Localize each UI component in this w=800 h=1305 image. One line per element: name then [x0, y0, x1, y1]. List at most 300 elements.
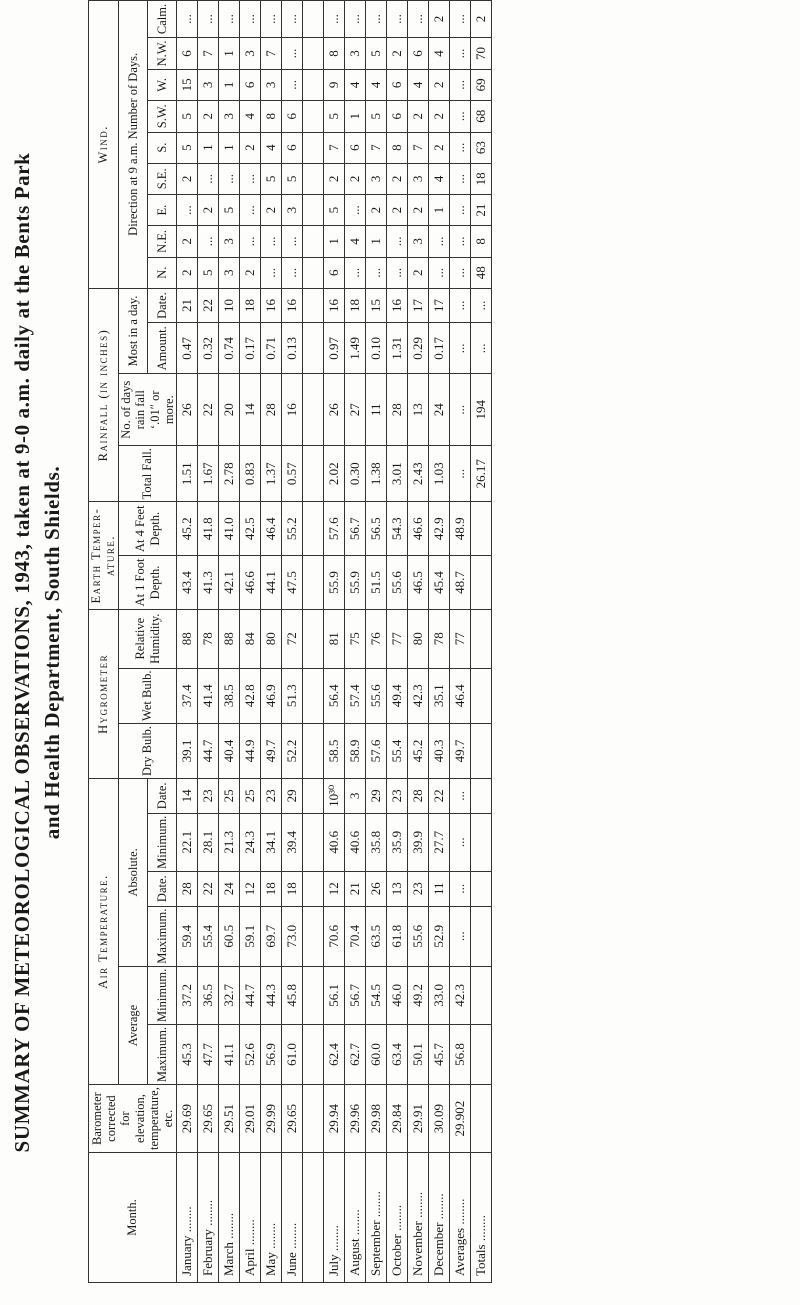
table-cell: 14	[177, 778, 198, 813]
table-cell: 70	[471, 38, 492, 70]
table-cell: 2.43	[408, 446, 429, 502]
header-rain-date: Date.	[148, 288, 177, 323]
table-cell: ...	[450, 1, 471, 38]
table-cell	[471, 906, 492, 966]
table-cell	[471, 1024, 492, 1084]
table-cell: 3	[282, 195, 303, 226]
table-cell: ...	[450, 163, 471, 195]
table-cell: 6	[387, 69, 408, 100]
table-cell: 26	[324, 374, 345, 446]
table-row	[387, 1, 408, 1283]
table-cell: 5	[282, 163, 303, 195]
table-cell: 35.9	[387, 813, 408, 871]
table-cell: ...	[198, 226, 219, 258]
table-cell: 7	[408, 132, 429, 163]
table-cell: 0.17	[240, 323, 261, 374]
table-cell: 3	[345, 778, 366, 813]
table-cell: 10	[219, 288, 240, 323]
row-label: April ........	[240, 1152, 261, 1282]
table-cell: ...	[240, 163, 261, 195]
table-cell: 47.5	[282, 556, 303, 610]
table-row	[282, 1, 303, 1283]
table-cell: 2	[408, 195, 429, 226]
table-cell: 5	[366, 38, 387, 70]
table-cell: 44.9	[240, 723, 261, 778]
table-cell: 46.4	[261, 502, 282, 556]
table-cell: 29	[366, 778, 387, 813]
table-cell: ...	[345, 257, 366, 288]
header-abs-min-date: Date.	[148, 778, 177, 813]
table-cell: 28	[387, 374, 408, 446]
table-cell: ...	[450, 132, 471, 163]
table-cell	[303, 609, 324, 668]
table-cell: 80	[261, 609, 282, 668]
table-cell: 57.6	[366, 723, 387, 778]
table-cell	[471, 813, 492, 871]
table-cell: ...	[282, 1, 303, 38]
table-cell: ...	[366, 257, 387, 288]
table-cell: 3	[219, 226, 240, 258]
table-cell: 42.9	[429, 502, 450, 556]
table-cell: 2	[177, 257, 198, 288]
table-cell	[303, 906, 324, 966]
table-cell: 0.47	[177, 323, 198, 374]
table-row	[345, 1, 366, 1283]
header-avg-maximum: Maximum.	[148, 1024, 177, 1084]
table-cell: 24	[219, 871, 240, 906]
table-cell: 9	[324, 69, 345, 100]
table-cell: 7	[366, 132, 387, 163]
table-cell: 45.8	[282, 966, 303, 1024]
table-cell: 81	[324, 609, 345, 668]
table-cell: 24	[429, 374, 450, 446]
table-cell: ...	[219, 163, 240, 195]
table-cell: 2	[240, 257, 261, 288]
table-cell: 41.8	[198, 502, 219, 556]
row-label: August ........	[345, 1152, 366, 1282]
table-cell: 28	[408, 778, 429, 813]
table-cell: 2	[366, 195, 387, 226]
table-cell: 29.99	[261, 1085, 282, 1153]
table-cell: 46.4	[450, 668, 471, 723]
table-cell: 55.9	[324, 556, 345, 610]
table-cell: 1	[345, 100, 366, 132]
table-cell: 49.7	[261, 723, 282, 778]
table-cell: 2	[198, 195, 219, 226]
table-cell: ...	[387, 1, 408, 38]
header-wind-e: E.	[148, 195, 177, 226]
table-row	[219, 1, 240, 1283]
table-cell	[303, 163, 324, 195]
table-cell: 1	[198, 132, 219, 163]
table-cell: 2	[198, 100, 219, 132]
table-row	[198, 1, 219, 1283]
header-total-fall: Total Fall.	[118, 446, 177, 502]
table-cell	[303, 446, 324, 502]
spacer-row	[303, 1, 324, 1283]
table-cell	[303, 226, 324, 258]
table-cell: ...	[450, 100, 471, 132]
header-wet-bulb: Wet Bulb.	[118, 668, 177, 723]
table-cell: 29.01	[240, 1085, 261, 1153]
table-cell: 0.13	[282, 323, 303, 374]
table-cell: 2	[324, 163, 345, 195]
table-cell: 3	[240, 38, 261, 70]
table-cell	[471, 668, 492, 723]
table-cell: 5	[177, 132, 198, 163]
table-cell: 28	[261, 374, 282, 446]
table-cell: 52.6	[240, 1024, 261, 1084]
table-cell: 78	[198, 609, 219, 668]
table-cell: 77	[387, 609, 408, 668]
table-cell: 0.71	[261, 323, 282, 374]
table-cell: 18	[261, 871, 282, 906]
table-cell: 16	[282, 374, 303, 446]
table-cell: 6	[177, 38, 198, 70]
table-cell: 5	[324, 100, 345, 132]
table-cell: 2	[387, 38, 408, 70]
table-cell: 12	[324, 871, 345, 906]
table-cell: 2	[429, 132, 450, 163]
table-cell: ...	[177, 1, 198, 38]
table-cell: 16	[324, 288, 345, 323]
table-cell: 6	[324, 257, 345, 288]
table-row	[240, 1, 261, 1283]
table-cell: 46.9	[261, 668, 282, 723]
table-cell: 5	[261, 163, 282, 195]
table-cell: ...	[429, 257, 450, 288]
table-cell: 56.5	[366, 502, 387, 556]
table-cell: 16	[261, 288, 282, 323]
header-wind-direction: Direction at 9 a.m. Number of Days.	[118, 1, 147, 289]
table-cell: ...	[282, 38, 303, 70]
row-label	[303, 1152, 324, 1282]
table-cell: 29.65	[198, 1085, 219, 1153]
table-cell: 36.5	[198, 966, 219, 1024]
table-cell: 15	[177, 69, 198, 100]
table-cell: 35.1	[429, 668, 450, 723]
table-cell: 69.7	[261, 906, 282, 966]
table-cell: 56.8	[450, 1024, 471, 1084]
header-average: Average	[118, 966, 147, 1084]
table-cell: ...	[450, 323, 471, 374]
table-cell: 21	[177, 288, 198, 323]
table-cell: ...	[450, 195, 471, 226]
table-cell: 45.7	[429, 1024, 450, 1084]
table-cell	[303, 288, 324, 323]
table-cell: ...	[261, 257, 282, 288]
table-cell: 51.3	[282, 668, 303, 723]
table-cell: 63.4	[387, 1024, 408, 1084]
table-cell: 28	[177, 871, 198, 906]
table-cell: 1	[219, 132, 240, 163]
header-most-in-day: Most in a day.	[118, 288, 147, 374]
table-cell: 4	[240, 100, 261, 132]
table-cell: ...	[261, 226, 282, 258]
table-cell: 14	[240, 374, 261, 446]
table-cell	[303, 778, 324, 813]
table-cell: 29.98	[366, 1085, 387, 1153]
table-cell: 41.1	[219, 1024, 240, 1084]
table-cell: 23	[261, 778, 282, 813]
table-cell: 46.6	[240, 556, 261, 610]
table-cell: 28.1	[198, 813, 219, 871]
table-cell: 29.84	[387, 1085, 408, 1153]
table-cell: 1	[219, 69, 240, 100]
table-cell	[303, 556, 324, 610]
table-cell: ...	[450, 38, 471, 70]
table-cell: 13	[387, 871, 408, 906]
table-cell: 5	[177, 100, 198, 132]
table-cell: 70.6	[324, 906, 345, 966]
table-cell: 52.2	[282, 723, 303, 778]
table-cell: 5	[219, 195, 240, 226]
table-cell: 3	[198, 69, 219, 100]
table-cell: 3	[261, 69, 282, 100]
table-cell: ...	[450, 778, 471, 813]
table-cell: 46.6	[408, 502, 429, 556]
row-label: September ........	[366, 1152, 387, 1282]
table-cell: ...	[240, 195, 261, 226]
table-cell	[471, 502, 492, 556]
table-cell: 26.17	[471, 446, 492, 502]
row-label: December ........	[429, 1152, 450, 1282]
header-rainfall: Rainfall (in inches)	[89, 288, 119, 502]
table-cell: 61.0	[282, 1024, 303, 1084]
table-cell: 44.1	[261, 556, 282, 610]
table-cell: 17	[408, 288, 429, 323]
table-cell: 7	[324, 132, 345, 163]
table-cell: ...	[345, 195, 366, 226]
table-cell: 69	[471, 69, 492, 100]
table-cell: 55.2	[282, 502, 303, 556]
header-wind: Wind.	[89, 1, 119, 289]
table-cell: 2	[177, 226, 198, 258]
table-cell: 40.6	[324, 813, 345, 871]
table-cell	[471, 723, 492, 778]
table-cell: 44.7	[198, 723, 219, 778]
table-cell: 88	[177, 609, 198, 668]
table-cell: ...	[240, 226, 261, 258]
table-cell: 29.902	[450, 1085, 471, 1153]
table-body	[177, 1, 492, 1283]
table-cell: 80	[408, 609, 429, 668]
table-cell: 22	[429, 778, 450, 813]
table-cell: 0.97	[324, 323, 345, 374]
table-cell: ...	[450, 446, 471, 502]
table-cell: 2	[429, 100, 450, 132]
table-cell: 45.2	[408, 723, 429, 778]
table-cell: 39.4	[282, 813, 303, 871]
table-cell: 49.7	[450, 723, 471, 778]
table-cell: 84	[240, 609, 261, 668]
table-cell	[303, 723, 324, 778]
table-cell	[303, 668, 324, 723]
table-cell: 0.57	[282, 446, 303, 502]
table-cell: 3	[219, 257, 240, 288]
table-cell: 76	[366, 609, 387, 668]
table-cell: 62.4	[324, 1024, 345, 1084]
table-cell: 51.5	[366, 556, 387, 610]
table-cell: ...	[261, 1, 282, 38]
row-label: February ........	[198, 1152, 219, 1282]
table-cell: 23	[408, 871, 429, 906]
table-cell: 40.3	[429, 723, 450, 778]
table-cell: 194	[471, 374, 492, 446]
table-cell: 72	[282, 609, 303, 668]
table-row	[408, 1, 429, 1283]
header-rain-amount: Amount.	[148, 323, 177, 374]
table-cell: 44.7	[240, 966, 261, 1024]
row-label: June ........	[282, 1152, 303, 1282]
table-cell: 61.8	[387, 906, 408, 966]
table-cell: 45.3	[177, 1024, 198, 1084]
header-dry-bulb: Dry Bulb.	[118, 723, 177, 778]
table-cell: 7	[261, 38, 282, 70]
table-cell: 21.3	[219, 813, 240, 871]
table-cell: 60.0	[366, 1024, 387, 1084]
table-cell: 46.0	[387, 966, 408, 1024]
table-cell: 42.8	[240, 668, 261, 723]
table-cell: 56.1	[324, 966, 345, 1024]
table-cell: 42.5	[240, 502, 261, 556]
table-cell: ...	[408, 1, 429, 38]
table-cell: ...	[450, 374, 471, 446]
table-cell: 1.37	[261, 446, 282, 502]
table-cell: 2	[408, 100, 429, 132]
table-cell: 68	[471, 100, 492, 132]
table-cell: 22.1	[177, 813, 198, 871]
table-cell: 42.3	[450, 966, 471, 1024]
table-cell: ...	[471, 323, 492, 374]
table-cell: 4	[429, 163, 450, 195]
table-cell: 13	[408, 374, 429, 446]
table-cell: ...	[450, 813, 471, 871]
table-cell: ...	[471, 288, 492, 323]
table-cell: 77	[450, 609, 471, 668]
table-cell: 45.2	[177, 502, 198, 556]
table-cell: 4	[261, 132, 282, 163]
table-cell: 12	[240, 871, 261, 906]
table-cell: 62.7	[345, 1024, 366, 1084]
table-cell: 6	[282, 132, 303, 163]
table-cell: 33.0	[429, 966, 450, 1024]
table-cell: 54.5	[366, 966, 387, 1024]
table-cell: 0.30	[345, 446, 366, 502]
table-cell: 4	[345, 69, 366, 100]
table-cell: 29.91	[408, 1085, 429, 1153]
table-cell: 22	[198, 871, 219, 906]
table-cell: 0.10	[366, 323, 387, 374]
table-cell: 35.8	[366, 813, 387, 871]
table-cell	[471, 871, 492, 906]
table-cell: 56.7	[345, 502, 366, 556]
table-cell	[303, 871, 324, 906]
table-cell	[303, 1, 324, 38]
table-cell: 0.29	[408, 323, 429, 374]
table-cell: 40.6	[345, 813, 366, 871]
table-cell: ...	[450, 871, 471, 906]
table-cell: 55.6	[408, 906, 429, 966]
header-wind-calm: Calm.	[148, 1, 177, 38]
table-cell: 42.3	[408, 668, 429, 723]
table-cell: 60.5	[219, 906, 240, 966]
table-cell: 8	[387, 132, 408, 163]
table-cell: 34.1	[261, 813, 282, 871]
table-cell: 1.03	[429, 446, 450, 502]
table-cell	[303, 966, 324, 1024]
table-cell: 42.1	[219, 556, 240, 610]
table-cell	[303, 195, 324, 226]
table-cell: ...	[177, 195, 198, 226]
averages-row	[450, 1, 471, 1283]
table-cell: 1	[324, 226, 345, 258]
table-cell: 2	[177, 163, 198, 195]
table-cell: 56.4	[324, 668, 345, 723]
table-cell: 11	[429, 871, 450, 906]
table-cell: 1.31	[387, 323, 408, 374]
table-cell: 50.1	[408, 1024, 429, 1084]
table-row	[177, 1, 198, 1283]
table-cell: 49.4	[387, 668, 408, 723]
row-label: November ........	[408, 1152, 429, 1282]
table-cell: ...	[450, 288, 471, 323]
table-cell: 59.4	[177, 906, 198, 966]
table-cell: 58.9	[345, 723, 366, 778]
table-cell: 2	[408, 257, 429, 288]
table-cell: ...	[282, 226, 303, 258]
table-cell: ...	[198, 1, 219, 38]
table-cell: 10³⁰	[324, 778, 345, 813]
table-cell: 41.3	[198, 556, 219, 610]
table-cell	[471, 556, 492, 610]
table-cell: 30.09	[429, 1085, 450, 1153]
table-cell: 2	[471, 1, 492, 38]
table-cell: 46.5	[408, 556, 429, 610]
table-cell: 4	[429, 38, 450, 70]
table-cell: 54.3	[387, 502, 408, 556]
header-wind-s: S.	[148, 132, 177, 163]
row-label: March ........	[219, 1152, 240, 1282]
table-cell: 18	[345, 288, 366, 323]
table-cell	[303, 100, 324, 132]
table-cell: 63.5	[366, 906, 387, 966]
table-cell: 23	[387, 778, 408, 813]
row-label: Totals ........	[471, 1152, 492, 1282]
table-cell: 2	[261, 195, 282, 226]
table-cell: ...	[429, 226, 450, 258]
table-cell	[303, 323, 324, 374]
table-cell	[303, 374, 324, 446]
header-absolute: Absolute.	[118, 778, 147, 966]
table-cell: 48.7	[450, 556, 471, 610]
table-cell: 6	[408, 38, 429, 70]
table-cell	[303, 132, 324, 163]
table-cell: 59.1	[240, 906, 261, 966]
table-cell: 22	[198, 288, 219, 323]
header-earth-temperature: Earth Temper-ature.	[89, 502, 119, 610]
table-cell: 5	[324, 195, 345, 226]
table-cell: 45.4	[429, 556, 450, 610]
header-wind-sw: S.W.	[148, 100, 177, 132]
table-cell: ...	[282, 69, 303, 100]
table-cell: 4	[345, 226, 366, 258]
table-cell: 56.9	[261, 1024, 282, 1084]
table-cell: 48	[471, 257, 492, 288]
table-cell: ...	[450, 257, 471, 288]
table-cell: 1.67	[198, 446, 219, 502]
table-cell	[471, 609, 492, 668]
